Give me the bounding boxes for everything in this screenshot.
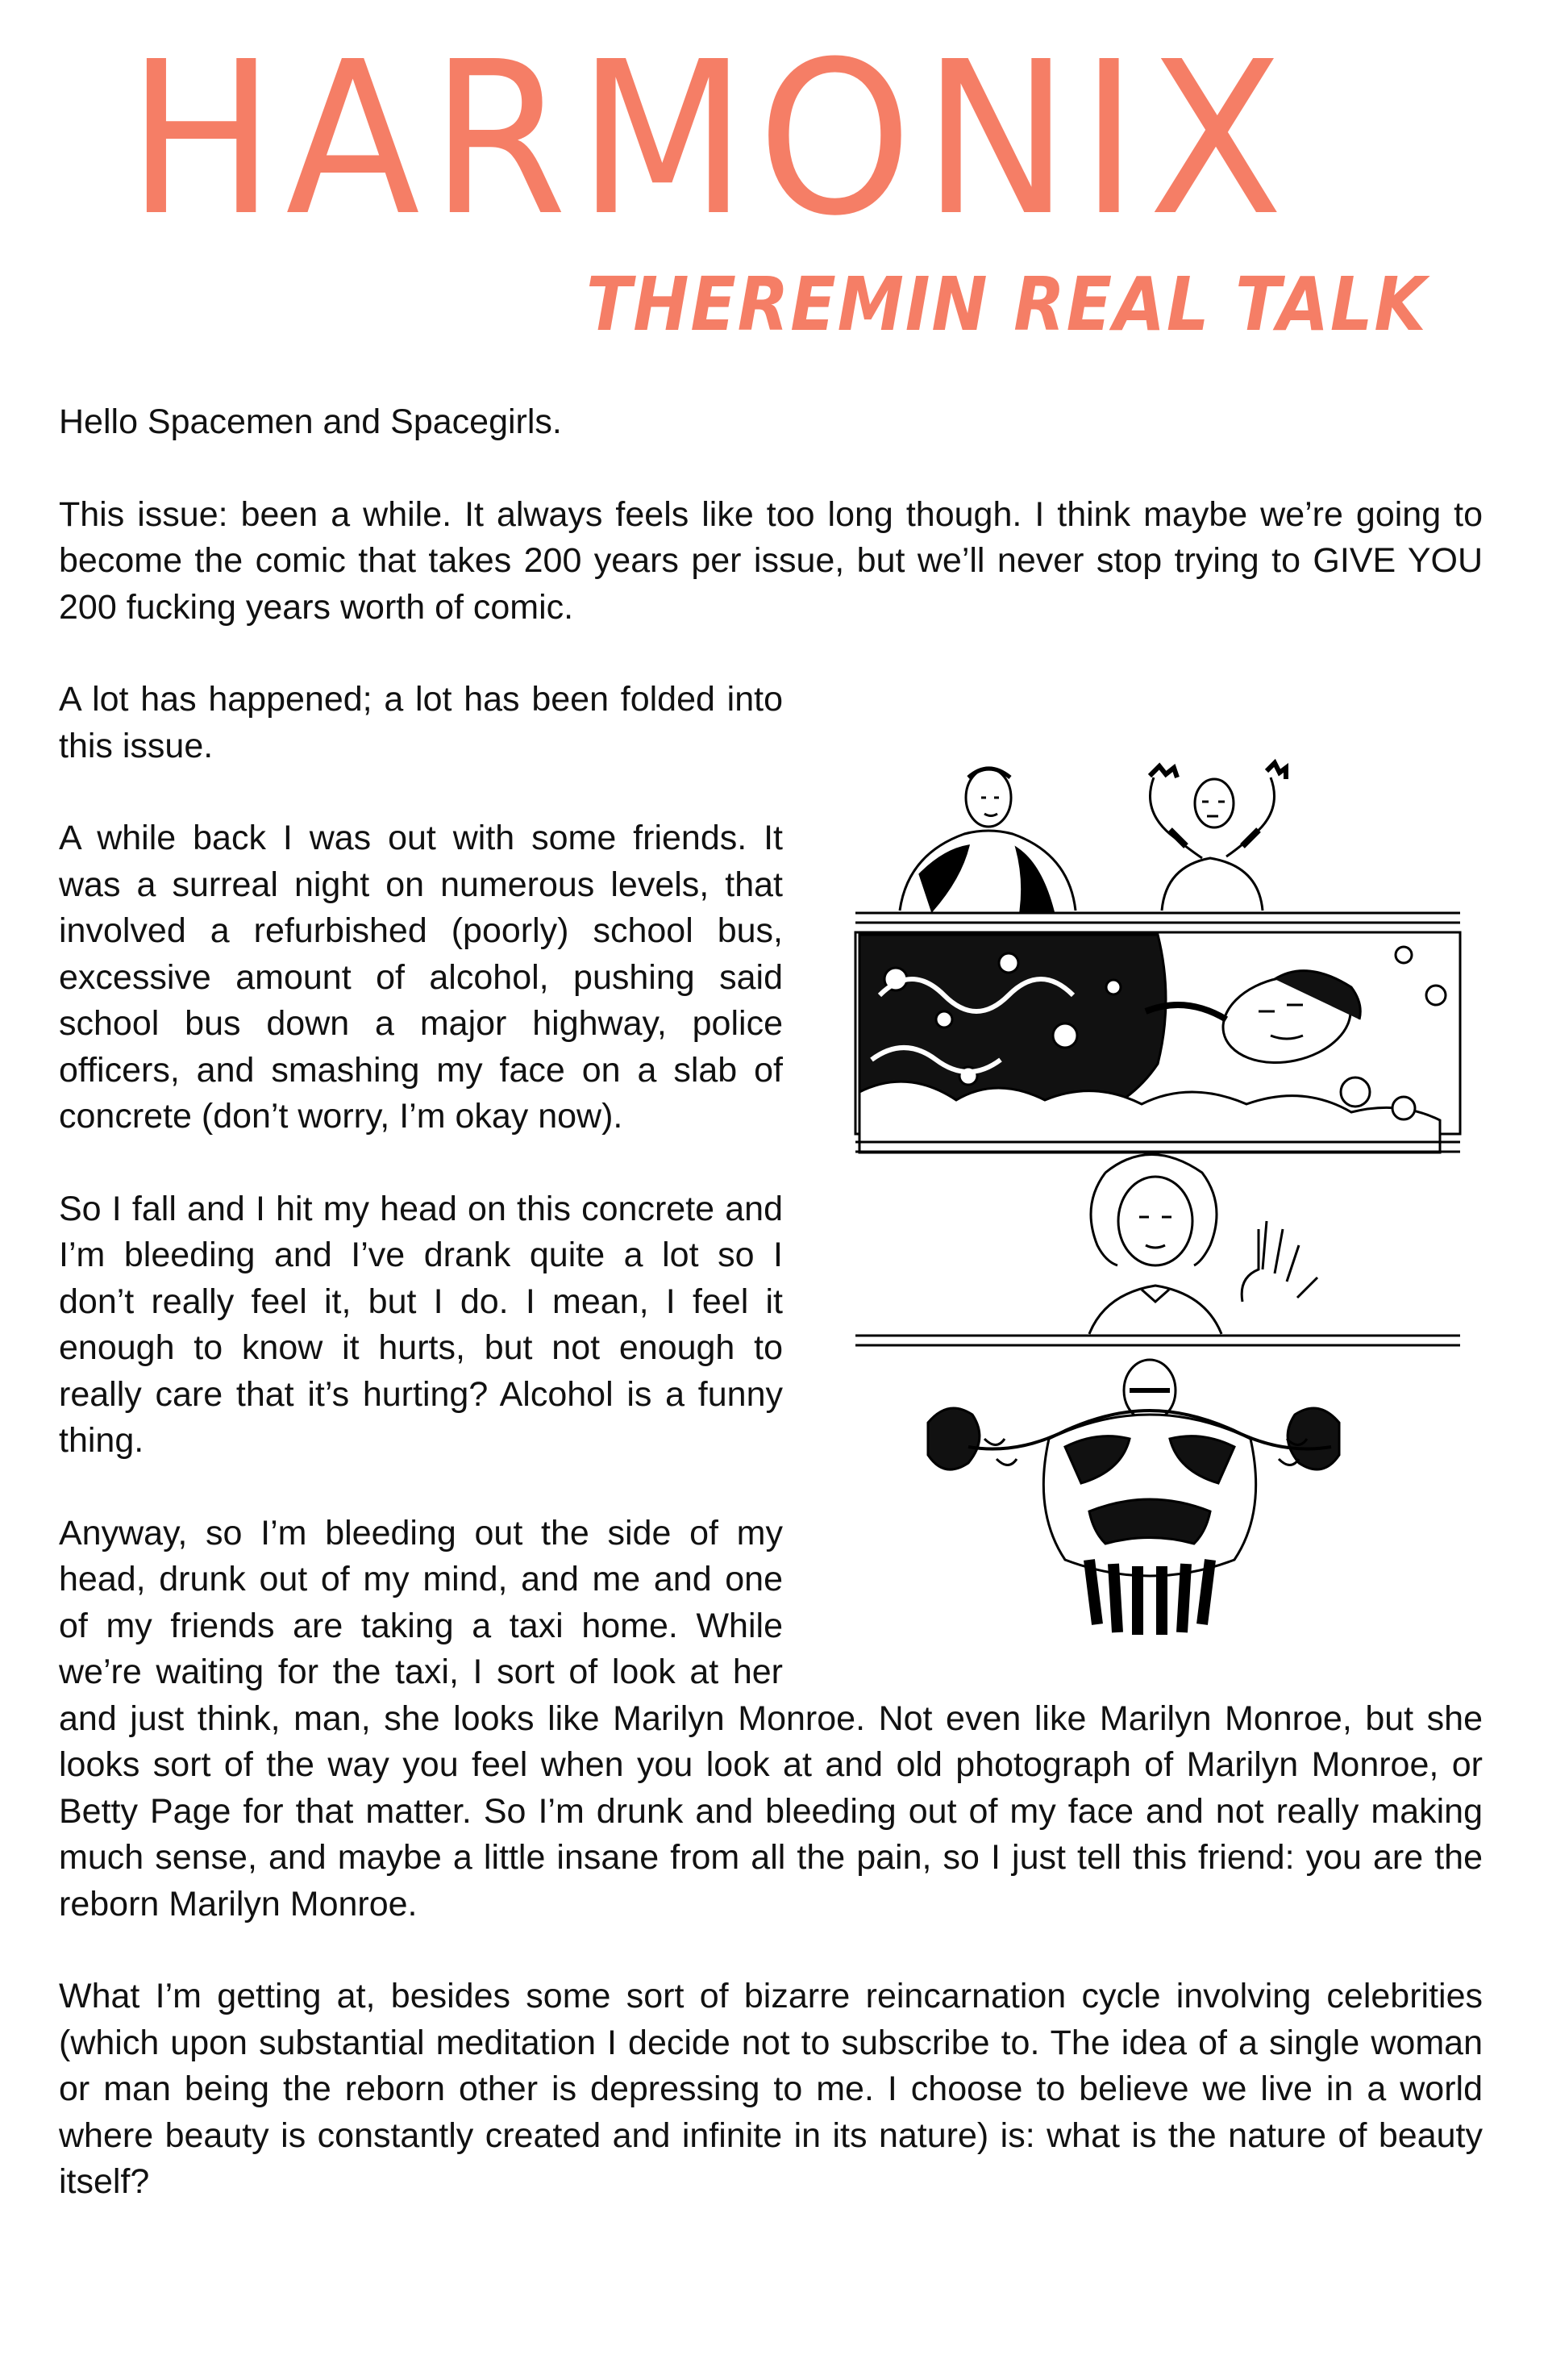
panel-heroes [900,763,1286,911]
paragraph-beauty: What I’m getting at, besides some sort of bizarre reincarnation cycle involving celebrities (which upon substantial meditation I decide not to subscribe to. The idea of a single woman or man being the reborn other is depressing to me. I choose to believe we live in a world where beauty is constantly created and infinite in its nature) is: what is the nature of beauty itself? [59,1977,1483,2201]
paragraph-greeting: Hello Spacemen and Spacegirls. [59,402,562,441]
article-body [59,399,1483,2252]
comic-panels-illustration [823,753,1497,1679]
page-title: HARMONIX [127,16,1294,262]
paragraph-intro: This issue: been a while. It always feels like too long though. I think maybe we’re going to become the comic that takes 200 years per issue, but we’ll never stop trying to GIVE YOU 200 fucking years worth of comic. [59,494,1483,627]
masthead [0,0,1548,355]
page-subtitle: THEREMIN REAL TALK [585,261,1427,348]
panel-woman [1089,1155,1317,1335]
panel-rubble [855,932,1460,1152]
paragraph-fall: So I fall and I hit my head on this concrete and I’m bleeding and I’ve drank quite a lot so I don’t really feel it, but I do. I mean, I feel it enough to know it hurts, but not enough to really care that it’s hurting? Alcohol is a funny thing. [59,1189,783,1460]
panel-armored-figure [928,1360,1339,1635]
comic-panels-svg [823,753,1497,1679]
paragraph-night-out: A while back I was out with some friends. It was a surreal night on numerous levels, that involved a refurbished (poorly) school bus, excessive amount of alcohol, pushing said school bus down a major highway, police officers, and smashing my face on a slab of concrete (don’t worry, I’m okay now). [59,819,783,1136]
paragraph-taxi: Anyway, so I’m bleeding out the side of my head, drunk out of my mind, and me and one of my friends are taking a taxi home. While we’re waiting for the taxi, I sort of look at her and just think, man, she looks like Marilyn Monroe. Not even like Marilyn Monroe, but she looks sort of the way you feel when you look at and old photograph of Marilyn Monroe, or Betty Page for that matter. So I’m drunk and bleeding out of my face and not really making much sense, and maybe a little insane from all the pain, so I just tell this friend: you are the reborn Marilyn Monroe. [59,1513,1483,1924]
paragraph-folded: A lot has happened; a lot has been folded into this issue. [59,680,783,765]
